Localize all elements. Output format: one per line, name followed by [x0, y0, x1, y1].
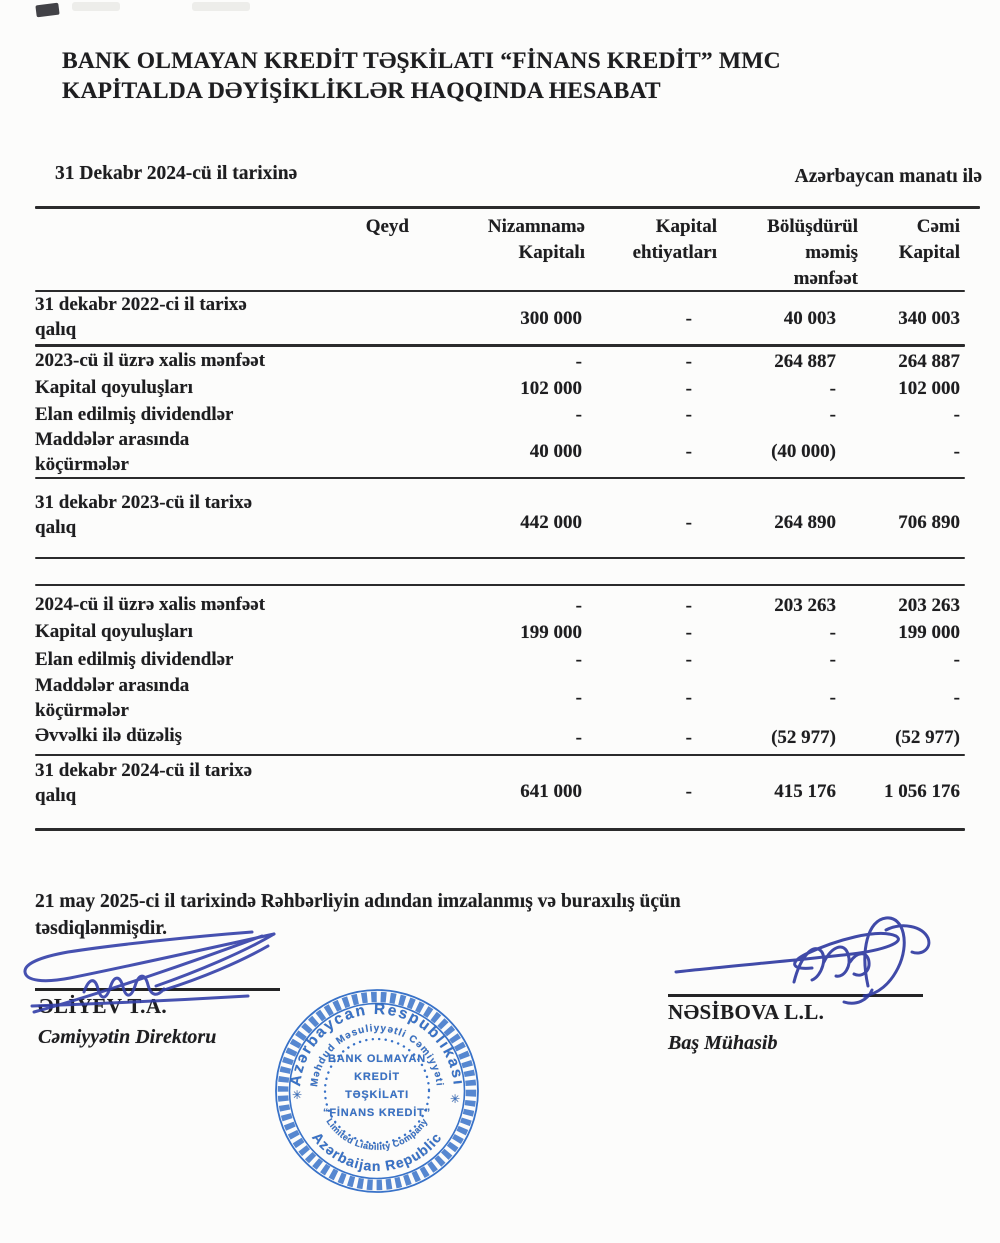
cell-capital-reserves: -: [685, 622, 692, 643]
header-line: məmiş: [805, 242, 858, 263]
row-label: [35, 348, 330, 375]
equity-table-header: [35, 212, 960, 292]
row-label-line: 2024-cü il üzrə xalis mənfəət: [35, 594, 266, 615]
row-label-line: Maddələr arasında: [35, 429, 190, 450]
currency-note: Azərbaycan manatı ilə: [794, 166, 982, 187]
scan-artifact: [192, 2, 250, 11]
row-label-line: Əvvəlki ilə düzəliş: [35, 725, 183, 746]
row-label: [35, 292, 330, 345]
table-row: [35, 758, 960, 826]
header-line: Kapital: [655, 216, 717, 237]
header-note-label: Qeyd: [365, 216, 409, 237]
row-label: [35, 402, 330, 427]
cell-retained-earnings: 40 003: [783, 307, 836, 329]
row-label-line: Kapital qoyuluşları: [35, 621, 193, 642]
header-line: Kapital: [898, 242, 960, 263]
cell-charter-capital: -: [575, 403, 582, 425]
header-line: ehtiyatları: [632, 242, 717, 263]
cell-capital-reserves: -: [685, 687, 692, 708]
company-stamp: [264, 978, 490, 1204]
cell-charter-capital: 641 000: [520, 781, 582, 802]
stamp-arc-llc-en: Limited Liability Company: [324, 1116, 430, 1152]
row-label-line: 31 dekabr 2023-cü il tarixə: [35, 492, 253, 513]
cell-charter-capital: 442 000: [520, 512, 582, 533]
table-rule: [35, 584, 965, 586]
header-capital-reserves: [585, 212, 717, 266]
signature-line-left: [35, 988, 280, 991]
cell-charter-capital: -: [575, 594, 582, 616]
row-label: [35, 619, 330, 647]
table-row: [35, 647, 960, 673]
table-row: [35, 723, 960, 753]
row-label-line: Elan edilmiş dividendlər: [35, 404, 234, 425]
cell-total-capital: -: [953, 403, 960, 425]
cell-charter-capital: 102 000: [520, 377, 582, 399]
stamp-arc-country-en: Azərbaijan Republic: [309, 1129, 445, 1175]
row-label: [35, 592, 330, 619]
row-label: [35, 375, 330, 402]
cell-retained-earnings: 203 263: [774, 594, 836, 616]
table-row: [35, 490, 960, 556]
cell-total-capital: -: [953, 687, 960, 708]
signature-line-right: [668, 994, 923, 997]
cell-charter-capital: 40 000: [529, 441, 582, 462]
header-note: [330, 212, 415, 240]
row-label: [35, 723, 330, 753]
approval-note-line: 21 may 2025-ci il tarixində Rəhbərliyin adından imzalanmış və buraxılış üçün: [35, 891, 681, 912]
row-label-line: Maddələr arasında: [35, 675, 190, 696]
stamp-star-icon: ✳: [450, 1092, 461, 1106]
cell-capital-reserves: -: [685, 377, 692, 399]
header-line: Cəmi: [916, 216, 960, 237]
stamp-center-line: BANK OLMAYAN: [327, 1053, 427, 1065]
row-label-line: köçürmələr: [35, 700, 129, 721]
cell-total-capital: 264 887: [898, 350, 960, 372]
cell-capital-reserves: -: [685, 594, 692, 616]
header-line: Nizamnamə: [487, 216, 585, 237]
cell-total-capital: 706 890: [898, 512, 960, 533]
cell-capital-reserves: -: [685, 441, 692, 462]
header-line: Kapitalı: [518, 242, 585, 263]
approval-note-line: təsdiqlənmişdir.: [35, 918, 168, 939]
row-label: [35, 490, 330, 556]
row-label: [35, 673, 330, 723]
cell-charter-capital: 300 000: [520, 307, 582, 329]
row-label: [35, 647, 330, 673]
row-label-line: qalıq: [35, 517, 77, 538]
row-label: [35, 427, 330, 477]
cell-retained-earnings: (52 977): [771, 727, 836, 748]
stamp-arc-country: Azərbaycan Respublikası: [286, 1000, 467, 1088]
stamp-center-line: KREDİT: [354, 1071, 400, 1083]
cell-capital-reserves: -: [685, 350, 692, 372]
table-row: [35, 402, 960, 427]
stamp-center-line: TƏŞKİLATI: [345, 1089, 409, 1101]
table-row: [35, 619, 960, 647]
header-line: mənfəət: [793, 268, 858, 289]
approval-note: [35, 888, 865, 942]
cell-total-capital: 1 056 176: [884, 781, 960, 802]
row-label-line: qalıq: [35, 319, 77, 340]
cell-retained-earnings: -: [829, 403, 836, 425]
row-label-line: Kapital qoyuluşları: [35, 377, 193, 398]
row-label-line: 31 dekabr 2024-cü il tarixə: [35, 760, 253, 781]
cell-capital-reserves: -: [685, 727, 692, 748]
table-row: [35, 348, 960, 375]
cell-capital-reserves: -: [685, 403, 692, 425]
scan-artifact: [35, 3, 59, 18]
row-label-line: 2023-cü il üzrə xalis mənfəət: [35, 350, 266, 371]
report-title: [62, 46, 962, 106]
cell-charter-capital: -: [575, 727, 582, 748]
row-label-line: köçürmələr: [35, 454, 129, 475]
stamp-star-icon: ✳: [292, 1088, 303, 1102]
header-spacer: [35, 212, 330, 214]
cell-capital-reserves: -: [685, 781, 692, 802]
director-title: Cəmiyyətin Direktoru: [38, 1026, 217, 1048]
report-title-line2: KAPİTALDA DƏYİŞİKLİKLƏR HAQQINDA HESABAT: [62, 78, 661, 104]
table-rule: [35, 206, 980, 209]
cell-retained-earnings: -: [829, 649, 836, 670]
row-label-line: Elan edilmiş dividendlər: [35, 649, 234, 670]
cell-charter-capital: -: [575, 350, 582, 372]
accountant-name: NƏSİBOVA L.L.: [668, 1000, 825, 1024]
cell-retained-earnings: 264 890: [774, 512, 836, 533]
stamp-arc-llc-az: Məhdud Məsuliyyətli Cəmiyyəti: [309, 1023, 445, 1088]
scan-artifact: [72, 2, 120, 11]
cell-charter-capital: 199 000: [520, 622, 582, 643]
cell-total-capital: -: [953, 649, 960, 670]
row-label-line: qalıq: [35, 785, 77, 806]
cell-capital-reserves: -: [685, 512, 692, 533]
cell-total-capital: -: [953, 441, 960, 462]
report-title-line1: BANK OLMAYAN KREDİT TƏŞKİLATI “FİNANS KREDİT” MMC: [62, 48, 781, 74]
table-row: [35, 292, 960, 345]
header-line: Bölüşdürül: [767, 216, 858, 237]
header-total-capital: [858, 212, 960, 266]
report-date: 31 Dekabr 2024-cü il tarixinə: [55, 163, 298, 184]
cell-retained-earnings: 415 176: [774, 781, 836, 802]
table-row: [35, 375, 960, 402]
cell-retained-earnings: -: [829, 687, 836, 708]
cell-total-capital: 199 000: [898, 622, 960, 643]
cell-charter-capital: -: [575, 649, 582, 670]
table-rule: [35, 754, 965, 756]
cell-total-capital: 203 263: [898, 594, 960, 616]
table-row: [35, 427, 960, 477]
header-charter-capital: [415, 212, 585, 266]
header-retained-earnings: [717, 212, 858, 292]
table-row: [35, 673, 960, 723]
cell-total-capital: 340 003: [898, 307, 960, 329]
table-rule: [35, 828, 965, 831]
cell-total-capital: (52 977): [895, 727, 960, 748]
row-label-line: 31 dekabr 2022-ci il tarixə: [35, 294, 247, 315]
table-rule: [35, 557, 965, 559]
cell-retained-earnings: -: [829, 622, 836, 643]
cell-retained-earnings: -: [829, 377, 836, 399]
cell-retained-earnings: (40 000): [771, 441, 836, 462]
cell-charter-capital: -: [575, 687, 582, 708]
table-rule: [35, 477, 965, 479]
table-row: [35, 592, 960, 619]
accountant-title: Baş Mühasib: [668, 1032, 778, 1054]
row-label: [35, 758, 330, 826]
cell-capital-reserves: -: [685, 649, 692, 670]
stamp-center-line: “FİNANS KREDİT”: [323, 1107, 431, 1119]
cell-retained-earnings: 264 887: [774, 350, 836, 372]
director-name: ƏLİYEV T.A.: [38, 994, 168, 1018]
cell-capital-reserves: -: [685, 307, 692, 329]
cell-total-capital: 102 000: [898, 377, 960, 399]
